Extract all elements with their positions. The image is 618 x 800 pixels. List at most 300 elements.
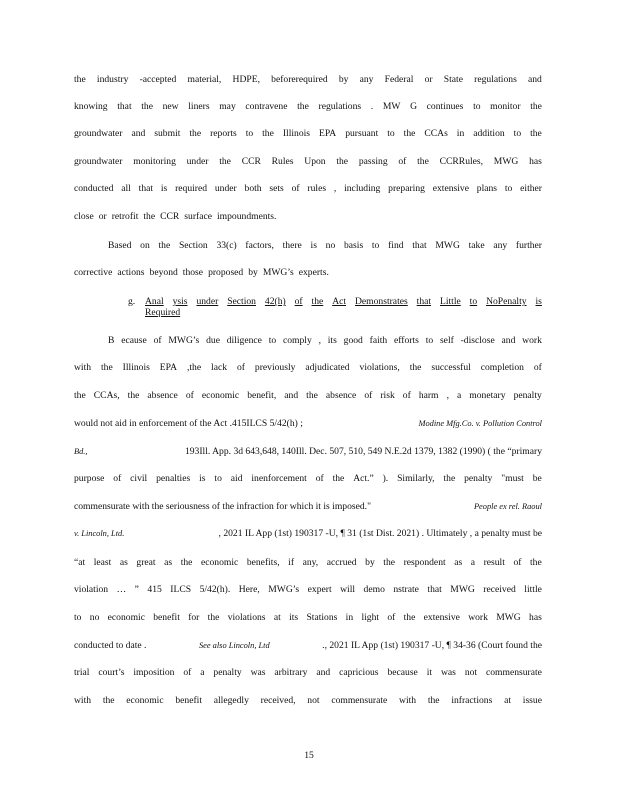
word: Stations <box>306 612 338 623</box>
word: those <box>182 267 204 278</box>
word: nstrate <box>393 584 419 595</box>
word: monetary <box>469 390 506 401</box>
word: benefit <box>175 695 202 706</box>
word: to <box>74 612 82 623</box>
word: retrofit <box>111 211 139 222</box>
word: due <box>206 335 220 346</box>
heading-number: g. <box>128 296 136 307</box>
word: Section <box>227 296 256 307</box>
word: of <box>183 667 192 678</box>
word: corrective <box>74 267 113 278</box>
text-line <box>108 240 542 252</box>
word: ysis <box>172 296 188 307</box>
word: the <box>403 128 416 139</box>
word: Anal <box>145 296 164 307</box>
word: inenforcement <box>251 473 307 484</box>
word: respondent <box>403 557 446 568</box>
word: under <box>214 183 237 194</box>
word: the <box>127 390 140 401</box>
word: CCAs, <box>93 390 120 401</box>
word: the <box>189 128 202 139</box>
text-line <box>74 74 542 86</box>
word: reports <box>210 128 237 139</box>
text-line <box>74 156 542 168</box>
word: self <box>439 335 454 346</box>
word: … <box>116 584 127 595</box>
word: MWG’s <box>168 335 200 346</box>
word: its <box>289 612 299 623</box>
word: liners <box>188 101 210 112</box>
word: ecause <box>121 335 147 346</box>
word: the <box>74 390 86 401</box>
word: either <box>520 183 542 194</box>
heading-line-2: Required <box>145 307 181 318</box>
word: economic <box>107 612 145 623</box>
word: ” <box>134 584 139 595</box>
word: close <box>74 211 94 222</box>
word: sets <box>269 183 284 194</box>
word: Act <box>332 296 347 307</box>
word: work <box>522 335 542 346</box>
word: plans <box>476 183 498 194</box>
word: violations <box>227 612 266 623</box>
word: accrued <box>326 557 357 568</box>
word: of <box>402 390 411 401</box>
word: penalty <box>213 667 242 678</box>
word: there <box>282 240 302 251</box>
word: of <box>398 156 407 167</box>
word: a <box>457 390 462 401</box>
word: at <box>504 695 512 706</box>
text-run: 193Ill. App. 3d 643,648, 140Ill. Dec. 507, 510, 549 N.E.2d 1379, 1382 (1990) ( the “primary <box>184 446 542 457</box>
word: submit <box>154 128 181 139</box>
word: Based <box>108 240 132 251</box>
word: adjudicated <box>305 362 350 373</box>
word: not <box>464 667 478 678</box>
word: Rules <box>271 156 294 167</box>
word: comply <box>282 335 312 346</box>
word: diligence <box>226 335 262 346</box>
word: ,the <box>186 362 202 373</box>
word: basis <box>343 240 364 251</box>
word: or <box>98 211 107 222</box>
word: may <box>219 101 236 112</box>
word: continues <box>426 101 464 112</box>
word: and <box>131 128 146 139</box>
word: further <box>515 240 542 251</box>
text-line-citation <box>74 418 542 430</box>
word: Illinois <box>122 362 150 373</box>
word: will <box>340 584 356 595</box>
word: -accepted <box>139 74 177 85</box>
word: find <box>388 240 404 251</box>
word: the <box>306 390 318 401</box>
word: knowing <box>74 101 108 112</box>
word: of <box>533 362 542 373</box>
word: , <box>318 335 321 346</box>
word: its <box>327 335 337 346</box>
text-line <box>74 695 542 707</box>
word: 33(c) <box>216 240 237 251</box>
word: the <box>262 128 274 139</box>
word: Similarly, <box>397 473 435 484</box>
word: little <box>524 584 542 595</box>
word: the <box>403 612 416 623</box>
word: the <box>74 74 86 85</box>
word: , <box>333 183 337 194</box>
word: of <box>315 473 324 484</box>
word: passing <box>358 156 388 167</box>
word: any <box>493 240 508 251</box>
word: the <box>530 557 542 568</box>
word: issue <box>522 695 542 706</box>
word: all <box>121 183 131 194</box>
word: MWG <box>435 240 460 251</box>
text-line <box>74 183 542 195</box>
word: material, <box>187 74 222 85</box>
word: to <box>473 101 481 112</box>
text-line <box>74 612 542 624</box>
case-citation: Modine Mfg.Co. v. Pollution Control <box>418 419 542 428</box>
word: monitoring <box>133 156 176 167</box>
word: absence <box>325 390 357 401</box>
word: MWG <box>450 584 475 595</box>
word: it <box>426 667 433 678</box>
word: Federal <box>384 74 414 85</box>
word: actions <box>117 267 145 278</box>
word: successful <box>431 362 471 373</box>
word: risk <box>380 390 395 401</box>
word: completion <box>480 362 524 373</box>
word: Illinois <box>282 128 311 139</box>
word: purpose <box>74 473 105 484</box>
word: MWG <box>493 156 519 167</box>
word: State <box>443 74 463 85</box>
word: industry <box>96 74 129 85</box>
word: at <box>273 612 281 623</box>
case-citation: v. Lincoln, Ltd. <box>74 529 125 538</box>
word: result <box>483 557 505 568</box>
word: that <box>138 183 154 194</box>
word: ). <box>382 473 389 484</box>
word: groundwater <box>74 128 123 139</box>
word: with <box>74 362 92 373</box>
text-run: ., 2021 IL App (1st) 190317 -U, ¶ 34-36 (Court found the <box>322 640 542 651</box>
section-heading <box>128 296 542 318</box>
word: CCAs <box>424 128 448 139</box>
word: the <box>141 101 153 112</box>
word: CCRRules, <box>439 156 484 167</box>
word: factors, <box>245 240 274 251</box>
word: experts. <box>298 267 329 278</box>
word: “at <box>74 557 86 568</box>
text-line <box>74 390 542 402</box>
word: 415 <box>147 584 162 595</box>
word: work <box>468 612 488 623</box>
word: preparing <box>388 183 425 194</box>
word: CCR <box>160 211 180 222</box>
word: aid <box>230 473 243 484</box>
word: -disclose <box>460 335 495 346</box>
word: not <box>307 695 320 706</box>
word: new <box>162 101 179 112</box>
word: that <box>416 296 432 307</box>
text-line <box>74 128 542 140</box>
word: penalties <box>156 473 191 484</box>
text-run: would not aid in enforcement of the Act .415ILCS 5/42(h) ; <box>74 418 303 429</box>
text-line <box>74 667 542 679</box>
word: or <box>424 74 433 85</box>
word: civil <box>130 473 148 484</box>
text-line <box>74 211 542 223</box>
word: to <box>371 240 380 251</box>
word: commensurate <box>485 667 542 678</box>
word: the <box>427 695 440 706</box>
word: no <box>325 240 336 251</box>
word: no <box>89 612 100 623</box>
text-run: conducted to date . <box>74 640 147 651</box>
case-citation: See also Lincoln, Ltd <box>198 641 270 650</box>
word: both <box>244 183 262 194</box>
word: any, <box>302 557 319 568</box>
word: court’s <box>98 667 125 678</box>
word: of <box>236 362 245 373</box>
word: the <box>443 473 456 484</box>
word: of <box>113 473 122 484</box>
word: previously <box>254 362 296 373</box>
word: a <box>470 557 476 568</box>
word: trial <box>74 667 90 678</box>
word: EPA <box>159 362 178 373</box>
word: of <box>387 612 396 623</box>
word: the <box>219 156 231 167</box>
word: of <box>294 296 303 307</box>
word: if <box>288 557 295 568</box>
word: impoundments. <box>217 211 277 222</box>
word: was <box>250 667 266 678</box>
word: surface <box>184 211 212 222</box>
word: . <box>370 101 374 112</box>
word: by <box>338 74 349 85</box>
word: violation <box>74 584 109 595</box>
word: and <box>528 74 542 85</box>
word: the <box>101 362 113 373</box>
word: the <box>332 473 345 484</box>
word: EPA <box>318 128 337 139</box>
word: Here, <box>238 584 260 595</box>
word: economic <box>201 390 240 401</box>
word: the <box>143 211 156 222</box>
word: the <box>530 128 542 139</box>
word: lack <box>211 362 228 373</box>
word: to <box>387 128 395 139</box>
word: the <box>158 240 171 251</box>
word: the <box>417 156 429 167</box>
word: good <box>343 335 363 346</box>
word: to <box>469 296 478 307</box>
word: addition <box>473 128 505 139</box>
word: infractions <box>451 695 493 706</box>
word: including <box>344 183 381 194</box>
word: that <box>117 101 132 112</box>
word: as <box>454 557 463 568</box>
word: the <box>530 101 542 112</box>
text-line-citation <box>74 528 542 540</box>
word: and <box>316 667 331 678</box>
word: benefit, <box>247 390 277 401</box>
word: arbitrary <box>274 667 308 678</box>
word: the <box>180 557 193 568</box>
word: received <box>483 584 516 595</box>
word: with <box>399 695 417 706</box>
word: MWG <box>496 612 521 623</box>
word: Demonstrates <box>354 296 408 307</box>
word: beforerequired <box>271 74 328 85</box>
word: the <box>102 695 115 706</box>
word: allegedly <box>213 695 249 706</box>
word: penalty <box>513 390 542 401</box>
word: light <box>361 612 380 623</box>
word: commensurate <box>331 695 388 706</box>
word: is <box>535 296 542 307</box>
word: as <box>119 557 128 568</box>
word: 5/42(h). <box>199 584 231 595</box>
word: the <box>383 557 396 568</box>
word: regulations <box>474 74 517 85</box>
word: under <box>196 296 219 307</box>
word: required <box>175 183 208 194</box>
word: expert <box>307 584 332 595</box>
word: 42(h) <box>264 296 286 307</box>
case-citation: Bd., <box>74 447 88 456</box>
text-line <box>74 267 542 279</box>
word: that <box>412 240 427 251</box>
word: harm <box>418 390 439 401</box>
text-run: commensurate with the seriousness of the infraction for which it is imposed." <box>74 501 371 512</box>
word: as <box>164 557 173 568</box>
word: efforts <box>394 335 419 346</box>
word: has <box>529 612 542 623</box>
word: in <box>456 128 465 139</box>
word: is <box>199 473 206 484</box>
word: "must <box>501 473 524 484</box>
word: G <box>410 101 417 112</box>
text-line <box>74 473 542 485</box>
word: benefit <box>153 612 180 623</box>
word: capricious <box>339 667 379 678</box>
text-line-citation <box>74 501 542 513</box>
word: groundwater <box>74 156 123 167</box>
word: to <box>513 128 522 139</box>
word: monitor <box>490 101 521 112</box>
word: penalty <box>464 473 493 484</box>
word: has <box>529 156 542 167</box>
word: of <box>153 335 162 346</box>
text-line-citation <box>74 446 542 458</box>
word: regulations <box>318 101 362 112</box>
word: the <box>207 612 220 623</box>
word: beyond <box>149 267 178 278</box>
word: and <box>501 335 516 346</box>
word: take <box>468 240 485 251</box>
word: faith <box>369 335 388 346</box>
word: Section <box>178 240 208 251</box>
word: absence <box>147 390 178 401</box>
word: least <box>93 557 112 568</box>
word: and <box>284 390 299 401</box>
word: demo <box>363 584 385 595</box>
word: contravene <box>245 101 288 112</box>
word: MWG’s <box>268 584 300 595</box>
word: to <box>214 473 222 484</box>
case-citation: People ex rel. Raoul <box>473 502 542 511</box>
word: violations, <box>359 362 400 373</box>
word: on <box>140 240 150 251</box>
word: of <box>185 390 194 401</box>
text-line <box>74 101 542 113</box>
word: that <box>427 584 442 595</box>
word: of <box>291 183 300 194</box>
word: the <box>409 362 422 373</box>
word: for <box>188 612 200 623</box>
word: Little <box>439 296 461 307</box>
word: extensive <box>432 183 469 194</box>
word: because <box>387 667 418 678</box>
word: the <box>311 296 324 307</box>
word: great <box>136 557 156 568</box>
word: by <box>365 557 375 568</box>
word: MWG’s <box>262 267 294 278</box>
word: economic <box>126 695 164 706</box>
word: conducted <box>74 183 114 194</box>
word: is <box>310 240 317 251</box>
word: NoPenalty <box>486 296 527 307</box>
word: of <box>364 390 373 401</box>
word: is <box>160 183 168 194</box>
word: of <box>513 557 522 568</box>
text-line-citation <box>74 640 542 652</box>
word: , <box>446 390 449 401</box>
word: benefits, <box>246 557 280 568</box>
word: to <box>268 335 277 346</box>
text-line <box>74 362 542 374</box>
word: with <box>74 695 92 706</box>
heading-line-1 <box>145 296 542 307</box>
word: received, <box>260 695 296 706</box>
text-run: , 2021 IL App (1st) 190317 -U, ¶ 31 (1st Dist. 2021) . Ultimately , a penalty must be <box>218 528 542 539</box>
word: B <box>108 335 115 346</box>
text-line <box>108 335 542 347</box>
word: by <box>248 267 258 278</box>
word: economic <box>200 557 239 568</box>
page-number: 15 <box>304 750 314 761</box>
word: to <box>425 335 434 346</box>
word: to <box>504 183 513 194</box>
word: be <box>532 473 542 484</box>
text-line <box>74 557 542 569</box>
word: Upon <box>304 156 326 167</box>
word: under <box>186 156 209 167</box>
word: MW <box>382 101 401 112</box>
word: the <box>297 101 309 112</box>
word: pursuant <box>345 128 379 139</box>
word: a <box>200 667 205 678</box>
word: ILCS <box>170 584 192 595</box>
word: any <box>359 74 374 85</box>
word: extensive <box>423 612 460 623</box>
word: in <box>345 612 354 623</box>
word: proposed <box>208 267 244 278</box>
